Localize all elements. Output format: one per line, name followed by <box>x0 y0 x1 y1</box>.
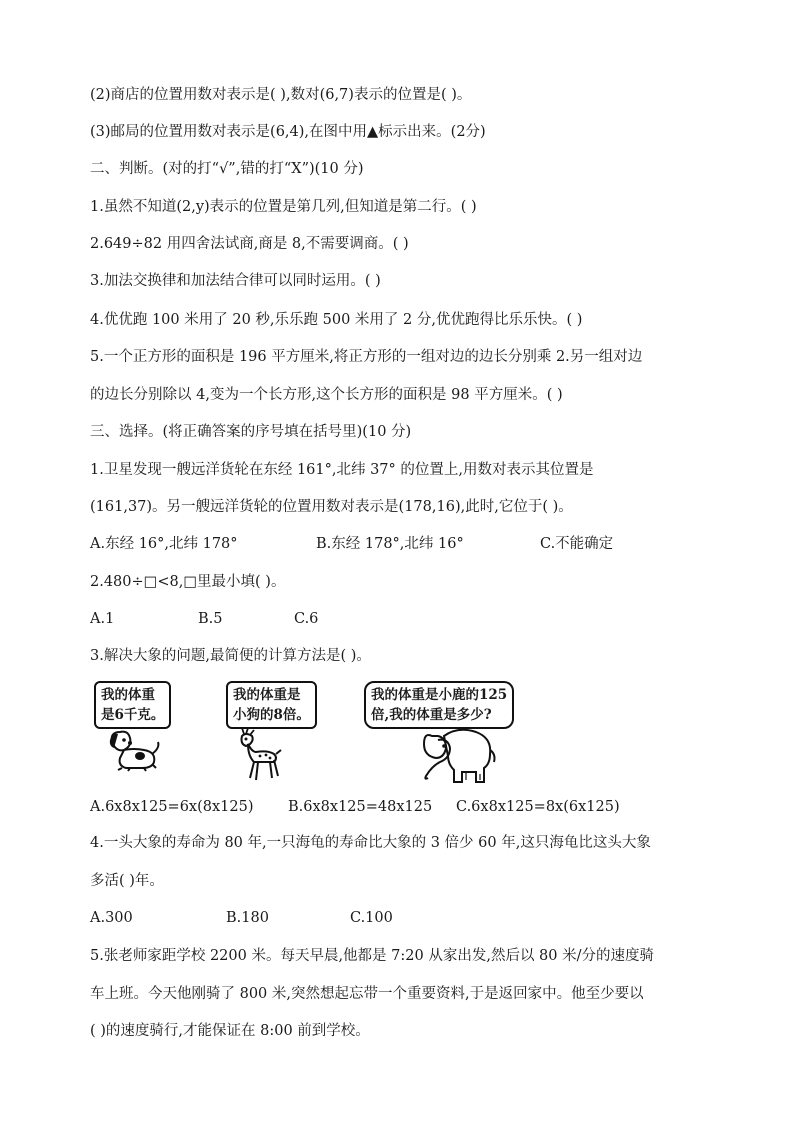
option-a: A.1 <box>90 611 115 627</box>
option-b: B.6x8x125=48x125 <box>288 799 433 815</box>
elephant-icon <box>418 724 498 786</box>
question-text: (2)商店的位置用数对表示是( ),数对(6,7)表示的位置是( )。 <box>90 87 472 103</box>
question-text: 5.张老师家距学校 2200 米。每天早晨,他都是 7:20 从家出发,然后以 80 米/分的速度骑 <box>90 948 655 964</box>
question-text: 3.解决大象的问题,最简便的计算方法是( )。 <box>90 648 371 664</box>
option-b: B.5 <box>198 611 223 627</box>
question-text: 4.优优跑 100 米用了 20 秒,乐乐跑 500 米用了 2 分,优优跑得比乐乐快。( ) <box>90 312 583 328</box>
question-text: 车上班。今天他刚骑了 800 米,突然想起忘带一个重要资料,于是返回家中。他至少要以 <box>90 986 644 1002</box>
question-text: 的边长分别除以 4,变为一个长方形,这个长方形的面积是 98 平方厘米。( ) <box>90 387 563 403</box>
option-row <box>90 609 490 629</box>
bubble-text: 我的体重是 <box>233 687 301 703</box>
dog-speech-bubble <box>94 681 171 729</box>
option-c: C.100 <box>350 910 393 926</box>
option-b: B.180 <box>226 910 269 926</box>
bubble-text: 我的体重是小鹿的125 <box>371 687 508 703</box>
question-text: 5.一个正方形的面积是 196 平方厘米,将正方形的一组对边的边长分别乘 2.另一组对边 <box>90 349 643 365</box>
question-text: (3)邮局的位置用数对表示是(6,4),在图中用▲标示出来。(2分) <box>90 124 486 140</box>
question-text: 3.加法交换律和加法结合律可以同时运用。( ) <box>90 273 381 289</box>
deer-speech-bubble <box>226 681 317 729</box>
bubble-text: 我的体重 <box>101 687 155 703</box>
section-heading: 三、选择。(将正确答案的序号填在括号里)(10 分) <box>90 424 412 440</box>
option-c: C.不能确定 <box>540 536 614 552</box>
deer-icon <box>234 726 284 782</box>
option-c: C.6x8x125=8x(6x125) <box>456 799 620 815</box>
option-a: A.6x8x125=6x(8x125) <box>90 799 254 815</box>
bubble-text: 是6千克。 <box>101 707 165 723</box>
question-text: 1.虽然不知道(2,y)表示的位置是第几列,但知道是第二行。( ) <box>90 199 477 215</box>
option-row <box>90 797 710 817</box>
question-text: (161,37)。另一艘远洋货轮的位置用数对表示是(178,16),此时,它位于( )。 <box>90 499 573 515</box>
question-text: 多活( )年。 <box>90 873 164 889</box>
bubble-text: 小狗的8倍。 <box>233 707 310 723</box>
option-a: A.300 <box>90 910 133 926</box>
question-text: 2.480÷□<8,□里最小填( )。 <box>90 574 286 590</box>
section-heading: 二、判断。(对的打“√”,错的打“X”)(10 分) <box>90 161 364 177</box>
bubble-text: 倍,我的体重是多少? <box>371 707 492 723</box>
question-text: 4.一头大象的寿命为 80 年,一只海龟的寿命比大象的 3 倍少 60 年,这只海龟比这头大象 <box>90 835 651 851</box>
question-text: ( )的速度骑行,才能保证在 8:00 前到学校。 <box>90 1023 370 1039</box>
option-b: B.东经 178°,北纬 16° <box>316 536 464 552</box>
option-row <box>90 534 690 554</box>
option-a: A.东经 16°,北纬 178° <box>90 536 238 552</box>
question-text: 1.卫星发现一艘远洋货轮在东经 161°,北纬 37° 的位置上,用数对表示其位置是 <box>90 462 594 478</box>
option-row <box>90 908 490 928</box>
dog-icon <box>104 728 162 772</box>
option-c: C.6 <box>294 611 319 627</box>
elephant-speech-bubble <box>364 681 514 729</box>
question-text: 2.649÷82 用四舍法试商,商是 8,不需要调商。( ) <box>90 236 409 252</box>
